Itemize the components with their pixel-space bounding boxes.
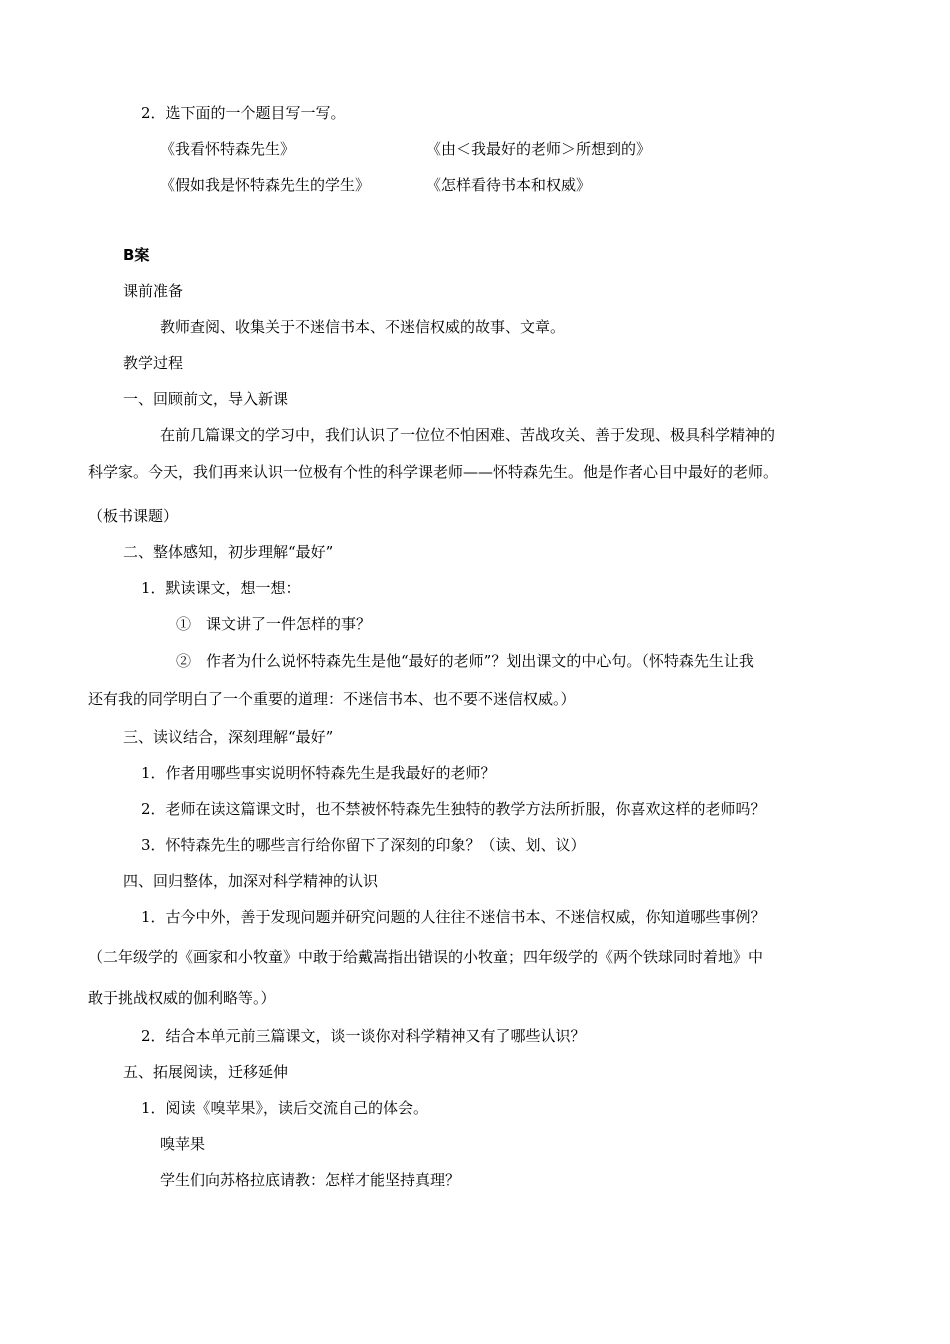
step-5-question-1: 1．阅读《嗅苹果》，读后交流自己的体会。: [141, 1099, 429, 1117]
step-1-paragraph-line-1: 在前几篇课文的学习中，我们认识了一位位不怕困难、苦战攻关、善于发现、极具科学精神的: [160, 426, 776, 444]
prep-text: 教师查阅、收集关于不迷信书本、不迷信权威的故事、文章。: [160, 318, 566, 336]
step-1-paragraph-line-3: （板书课题）: [88, 507, 179, 525]
step-4-question-1-line-3: 敢于挑战权威的伽利略等。）: [88, 989, 276, 1007]
topic-1: 《我看怀特森先生》: [160, 140, 296, 158]
step-3-question-3: 3．怀特森先生的哪些言行给你留下了深刻的印象？（读、划、议）: [141, 836, 586, 854]
step-4-question-1-line-2: （二年级学的《画家和小牧童》中敢于给戴嵩指出错误的小牧童；四年级学的《两个铁球同时着地》中: [88, 948, 764, 966]
step-3-question-2: 2．老师在读这篇课文时，也不禁被怀特森先生独特的教学方法所折服，你喜欢这样的老师吗？: [141, 800, 766, 818]
step-5-title: 五、拓展阅读，迁移延伸: [123, 1063, 289, 1081]
story-title: 嗅苹果: [160, 1135, 206, 1153]
step-2-title: 二、整体感知，初步理解“最好”: [123, 543, 334, 561]
story-paragraph-1: 学生们向苏格拉底请教：怎样才能坚持真理？: [160, 1171, 461, 1189]
step-2-item-2: ② 作者为什么说怀特森先生是他“最好的老师”？划出课文的中心句。（怀特森先生让我: [176, 652, 754, 670]
step-2-item-2-continued: 还有我的同学明白了一个重要的道理：不迷信书本、也不要不迷信权威。）: [88, 690, 576, 708]
task-2: 2．选下面的一个题目写一写。: [141, 104, 346, 122]
step-4-title: 四、回归整体，加深对科学精神的认识: [123, 872, 379, 890]
prep-title: 课前准备: [123, 282, 184, 300]
step-2-item-1: ① 课文讲了一件怎样的事？: [176, 615, 372, 633]
topic-4: 《怎样看待书本和权威》: [426, 176, 592, 194]
process-title: 教学过程: [123, 354, 184, 372]
step-4-question-1: 1．古今中外，善于发现问题并研究问题的人往往不迷信书本、不迷信权威，你知道哪些事例？: [141, 908, 766, 926]
step-3-title: 三、读议结合，深刻理解“最好”: [123, 728, 334, 746]
section-heading-b: B案: [123, 246, 150, 264]
step-3-question-1: 1．作者用哪些事实说明怀特森先生是我最好的老师？: [141, 764, 496, 782]
step-1-paragraph-line-2: 科学家。今天，我们再来认识一位极有个性的科学课老师——怀特森先生。他是作者心目中最好的老师。: [88, 463, 779, 481]
step-2-question-1: 1．默读课文，想一想：: [141, 579, 301, 597]
topic-2: 《由＜我最好的老师＞所想到的》: [426, 140, 652, 158]
step-4-question-2: 2．结合本单元前三篇课文，谈一谈你对科学精神又有了哪些认识？: [141, 1027, 586, 1045]
step-1-title: 一、回顾前文，导入新课: [123, 390, 289, 408]
topic-3: 《假如我是怀特森先生的学生》: [160, 176, 371, 194]
